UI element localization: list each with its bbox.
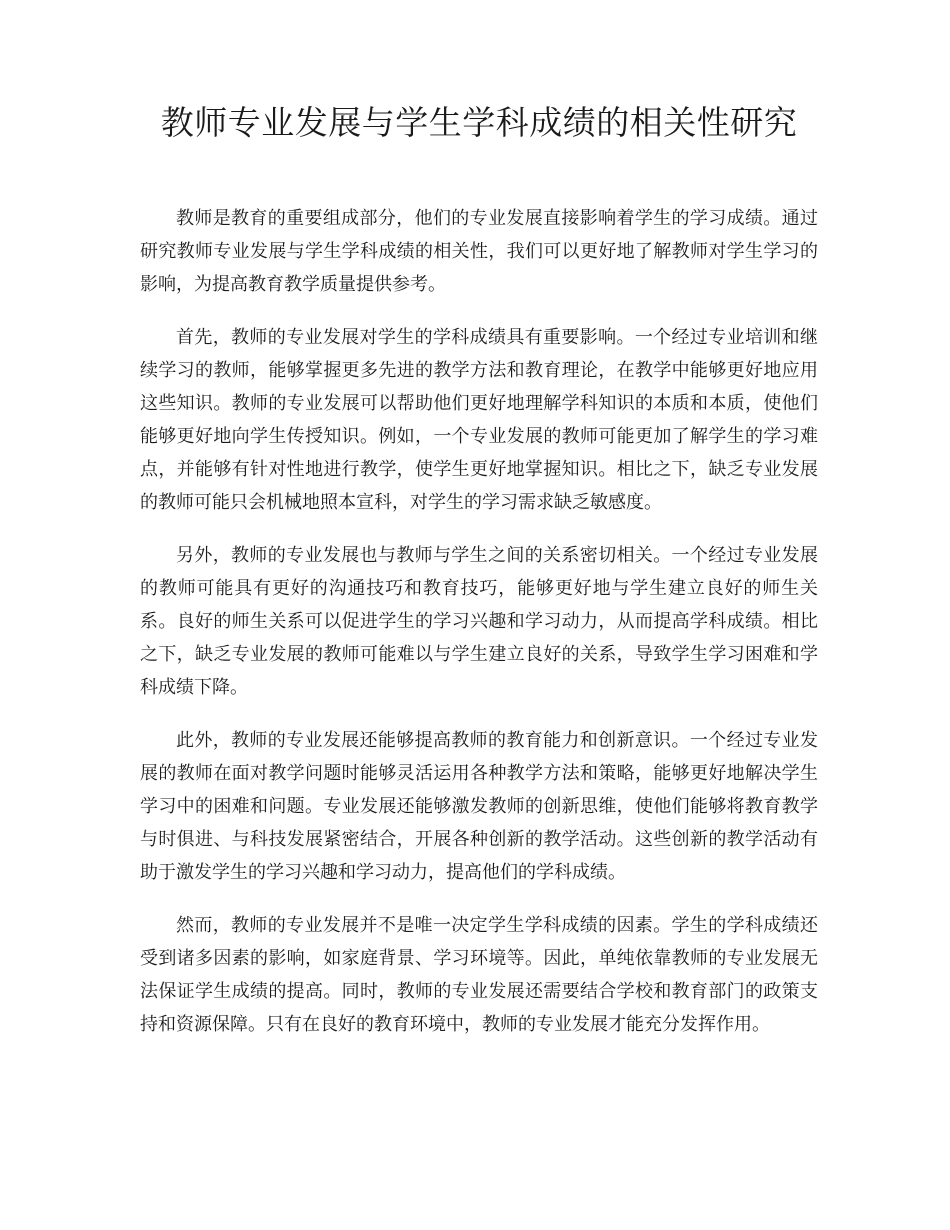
- paragraph-1: 教师是教育的重要组成部分，他们的专业发展直接影响着学生的学习成绩。通过研究教师专业发展与学生学科成绩的相关性，我们可以更好地了解教师对学生学习的影响，为提高教育教学质量提供参考。: [140, 208, 818, 295]
- paragraph-5: 然而，教师的专业发展并不是唯一决定学生学科成绩的因素。学生的学科成绩还受到诸多因素的影响，如家庭背景、学习环境等。因此，单纯依靠教师的专业发展无法保证学生成绩的提高。同时，教师的专业发展还需要结合学校和教育部门的政策支持和资源保障。只有在良好的教育环境中，教师的专业发展才能充分发挥作用。: [140, 915, 818, 1035]
- paragraph-2: 首先，教师的专业发展对学生的学科成绩具有重要影响。一个经过专业培训和继续学习的教师，能够掌握更多先进的教学方法和教育理论，在教学中能够更好地应用这些知识。教师的专业发展可以帮助他们更好地理解学科知识的本质和本质，使他们能够更好地向学生传授知识。例如，一个专业发展的教师可能更加了解学生的学习难点，并能够有针对性地进行教学，使学生更好地掌握知识。相比之下，缺乏专业发展的教师可能只会机械地照本宣科，对学生的学习需求缺乏敏感度。: [140, 327, 818, 513]
- document-title: 教师专业发展与学生学科成绩的相关性研究: [160, 103, 798, 142]
- paragraph-3: 另外，教师的专业发展也与教师与学生之间的关系密切相关。一个经过专业发展的教师可能具有更好的沟通技巧和教育技巧，能够更好地与学生建立良好的师生关系。良好的师生关系可以促进学生的学习兴趣和学习动力，从而提高学科成绩。相比之下，缺乏专业发展的教师可能难以与学生建立良好的关系，导致学生学习困难和学科成绩下降。: [140, 545, 818, 698]
- document-body: [140, 202, 818, 1041]
- paragraph-4: 此外，教师的专业发展还能够提高教师的教育能力和创新意识。一个经过专业发展的教师在面对教学问题时能够灵活运用各种教学方法和策略，能够更好地解决学生学习中的困难和问题。专业发展还能够激发教师的创新思维，使他们能够将教育教学与时俱进、与科技发展紧密结合，开展各种创新的教学活动。这些创新的教学活动有助于激发学生的学习兴趣和学习动力，提高他们的学科成绩。: [140, 730, 818, 883]
